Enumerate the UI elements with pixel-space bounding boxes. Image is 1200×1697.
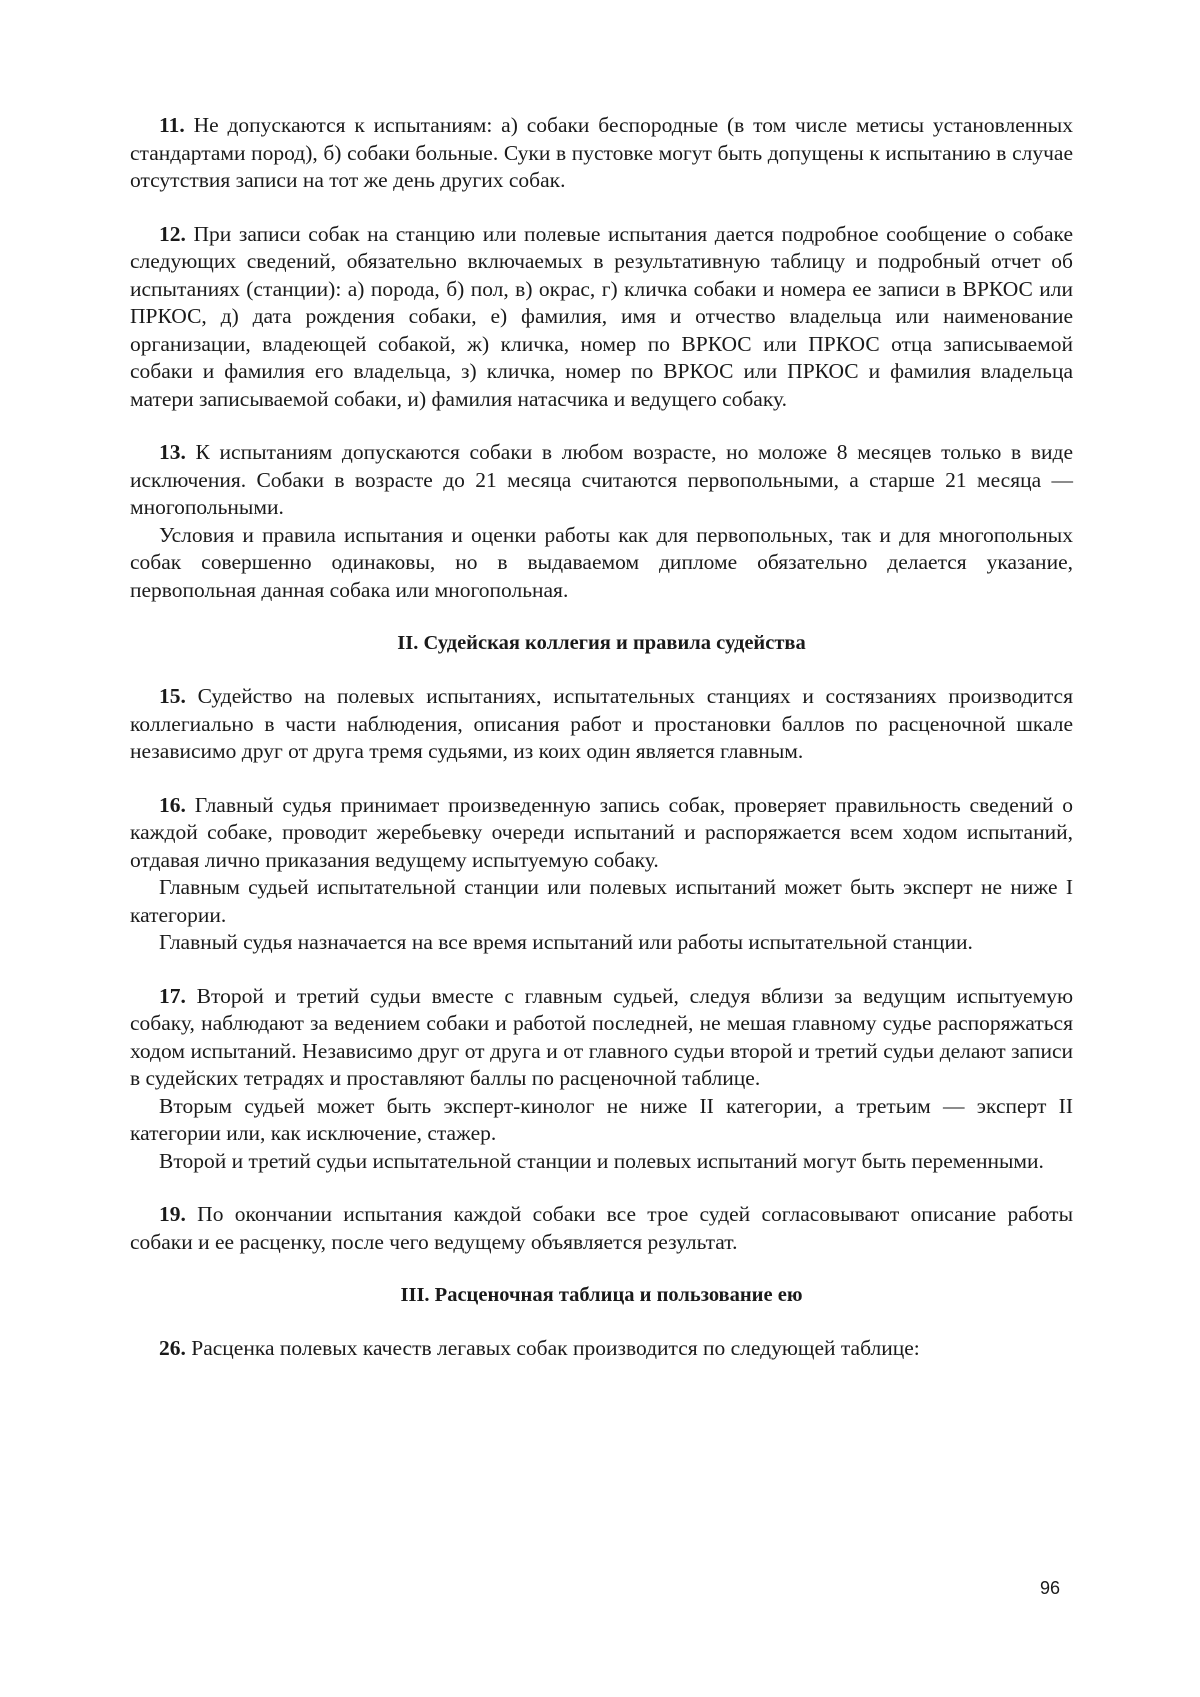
document-page xyxy=(130,112,1073,1389)
paragraph xyxy=(130,683,1073,766)
section-heading: II. Судейская коллегия и правила судейства xyxy=(397,632,806,654)
numbered-clause xyxy=(130,439,1073,604)
clause-number: 15. xyxy=(159,684,186,708)
paragraph xyxy=(130,112,1073,195)
paragraph-text: Второй и третий судьи испытательной станции и полевых испытаний могут быть переменными. xyxy=(159,1148,1044,1173)
paragraph-text: Второй и третий судьи вместе с главным судьей, следуя вблизи за ведущим испытуемую собаку, наблюдают за ведением собаки и работой последней, не мешая главному судье распоряжаться ходом испытаний. Независимо друг от друга и от главного судьи второй и третий судьи делают записи в судейских тетрадях и проставляют баллы по расценочной таблице. xyxy=(130,983,1074,1090)
numbered-clause xyxy=(130,221,1073,414)
paragraph-text: Расценка полевых качеств легавых собак производится по следующей таблице: xyxy=(191,1336,920,1360)
numbered-clause xyxy=(130,983,1073,1176)
paragraph-text: К испытаниям допускаются собаки в любом возрасте, но моложе 8 месяцев только в виде исключения. Собаки в возрасте до 21 месяца считаются первопольными, а старше 21 месяца — многопольными. xyxy=(130,440,1073,519)
numbered-clause xyxy=(130,683,1073,766)
page-number: 96 xyxy=(1040,1578,1061,1598)
paragraph xyxy=(130,792,1073,875)
paragraph-text: При записи собак на станцию или полевые испытания дается подробное сообщение о собаке следующих сведений, обязательно включаемых в результативную таблицу и подробный отчет об испытаниях (станции): а) порода, б) пол, в) окрас, г) кличка собаки и номера ее записи в ВРКОС или ПРКОС, д) дата рождения собаки, е) фамилия, имя и отчество владельца или наименование организации, владеющей собакой, ж) кличка, номер по ВРКОС или ПРКОС отца записываемой собаки и фамилия его владельца, з) кличка, номер по ВРКОС или ПРКОС и фамилия владельца матери записываемой собаки, и) фамилия натасчика и ведущего собаку. xyxy=(130,221,1073,411)
paragraph-text: Не допускаются к испытаниям: а) собаки беспородные (в том числе метисы установленных стандартами пород), б) собаки больные. Суки в пустовке могут быть допущены к испытанию в случае отсутствия записи на тот же день других собак. xyxy=(130,113,1073,192)
clause-number: 19. xyxy=(159,1202,186,1226)
paragraph xyxy=(130,221,1073,414)
paragraph xyxy=(130,874,1073,929)
paragraph-text: Вторым судьей может быть эксперт-кинолог не ниже II категории, а третьим — эксперт II категории или, как исключение, стажер. xyxy=(130,1093,1073,1145)
paragraph xyxy=(130,1335,1073,1363)
paragraph-text: Главным судьей испытательной станции или полевых испытаний может быть эксперт не ниже I категории. xyxy=(130,875,1073,927)
paragraph xyxy=(130,983,1073,1093)
paragraph xyxy=(130,1093,1073,1148)
paragraph-text: По окончании испытания каждой собаки все трое судей согласовывают описание работы собаки и ее расценку, после чего ведущему объявляется результат. xyxy=(130,1202,1074,1254)
clause-number: 13. xyxy=(159,440,186,464)
paragraph xyxy=(130,929,1073,957)
clause-number: 17. xyxy=(159,983,186,1008)
section-heading: III. Расценочная таблица и пользование ею xyxy=(400,1284,803,1306)
paragraph-text: Главный судья принимает произведенную запись собак, проверяет правильность сведений о каждой собаке, проводит жеребьевку очереди испытаний и распоряжается всем ходом испытаний, отдавая лично приказания ведущему испытуемую собаку. xyxy=(130,792,1073,872)
numbered-clause xyxy=(130,792,1073,957)
clause-number: 26. xyxy=(159,1336,186,1360)
paragraph xyxy=(130,439,1073,522)
paragraph xyxy=(130,1148,1073,1176)
clause-number: 12. xyxy=(159,221,186,246)
paragraph-text: Главный судья назначается на все время испытаний или работы испытательной станции. xyxy=(159,930,973,954)
clause-number: 16. xyxy=(159,792,186,817)
numbered-clause xyxy=(130,1335,1073,1363)
paragraph xyxy=(130,522,1073,605)
numbered-clause xyxy=(130,112,1073,195)
paragraph-text: Судейство на полевых испытаниях, испытательных станциях и состязаниях производится коллегиально в части наблюдения, описания работ и простановки баллов по расценочной шкале независимо друг от друга тремя судьями, из коих один является главным. xyxy=(130,684,1073,763)
paragraph-text: Условия и правила испытания и оценки работы как для первопольных, так и для многопольных собак совершенно одинаковы, но в выдаваемом дипломе обязательно делается указание, первопольная данная собака или многопольная. xyxy=(130,522,1073,602)
clause-number: 11. xyxy=(159,113,185,137)
paragraph xyxy=(130,1201,1073,1256)
numbered-clause xyxy=(130,1201,1073,1256)
